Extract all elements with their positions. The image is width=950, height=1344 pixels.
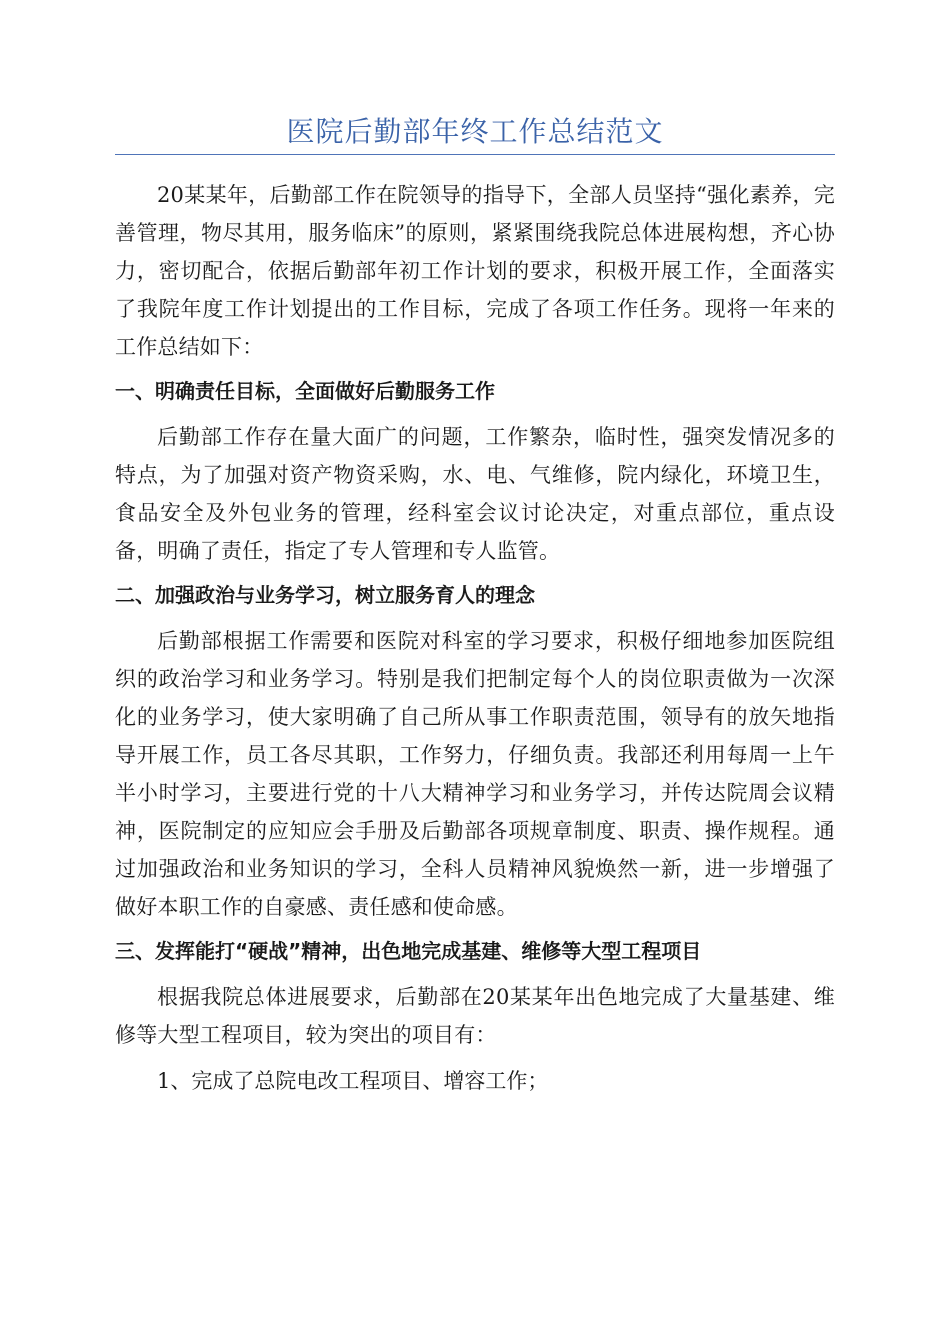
title-underline bbox=[115, 154, 835, 155]
document-title: 医院后勤部年终工作总结范文 bbox=[286, 115, 664, 148]
section-heading-2: 二、加强政治与业务学习，树立服务育人的理念 bbox=[115, 583, 535, 607]
document-body bbox=[115, 176, 835, 1100]
section-heading-3: 三、发挥能打“硬战”精神，出色地完成基建、维修等大型工程项目 bbox=[115, 939, 702, 963]
section-body-1: 后勤部工作存在量大面广的问题，工作繁杂，临时性，强突发情况多的特点，为了加强对资产物资采购，水、电、气维修，院内绿化，环境卫生，食品安全及外包业务的管理，经科室会议讨论决定，对重点部位，重点设备，明确了责任，指定了专人管理和专人监管。 bbox=[115, 425, 835, 563]
section-body-3: 根据我院总体进展要求，后勤部在20某某年出色地完成了大量基建、维修等大型工程项目，较为突出的项目有： bbox=[115, 985, 835, 1047]
intro-paragraph: 20某某年，后勤部工作在院领导的指导下，全部人员坚持“强化素养，完善管理，物尽其用，服务临床”的原则，紧紧围绕我院总体进展构想，齐心协力，密切配合，依据后勤部年初工作计划的要求，积极开展工作，全面落实了我院年度工作计划提出的工作目标，完成了各项工作任务。现将一年来的工作总结如下： bbox=[115, 183, 835, 359]
section-heading-1: 一、明确责任目标，全面做好后勤服务工作 bbox=[115, 379, 495, 403]
list-item: 1、完成了总院电改工程项目、增容工作； bbox=[157, 1069, 549, 1093]
section-body-2: 后勤部根据工作需要和医院对科室的学习要求，积极仔细地参加医院组织的政治学习和业务学习。特别是我们把制定每个人的岗位职责做为一次深化的业务学习，使大家明确了自己所从事工作职责范围，领导有的放矢地指导开展工作，员工各尽其职，工作努力，仔细负责。我部还利用每周一上午半小时学习，主要进行党的十八大精神学习和业务学习，并传达院周会议精神，医院制定的应知应会手册及后勤部各项规章制度、职责、操作规程。通过加强政治和业务知识的学习，全科人员精神风貌焕然一新，进一步增强了做好本职工作的自豪感、责任感和使命感。 bbox=[115, 629, 835, 919]
